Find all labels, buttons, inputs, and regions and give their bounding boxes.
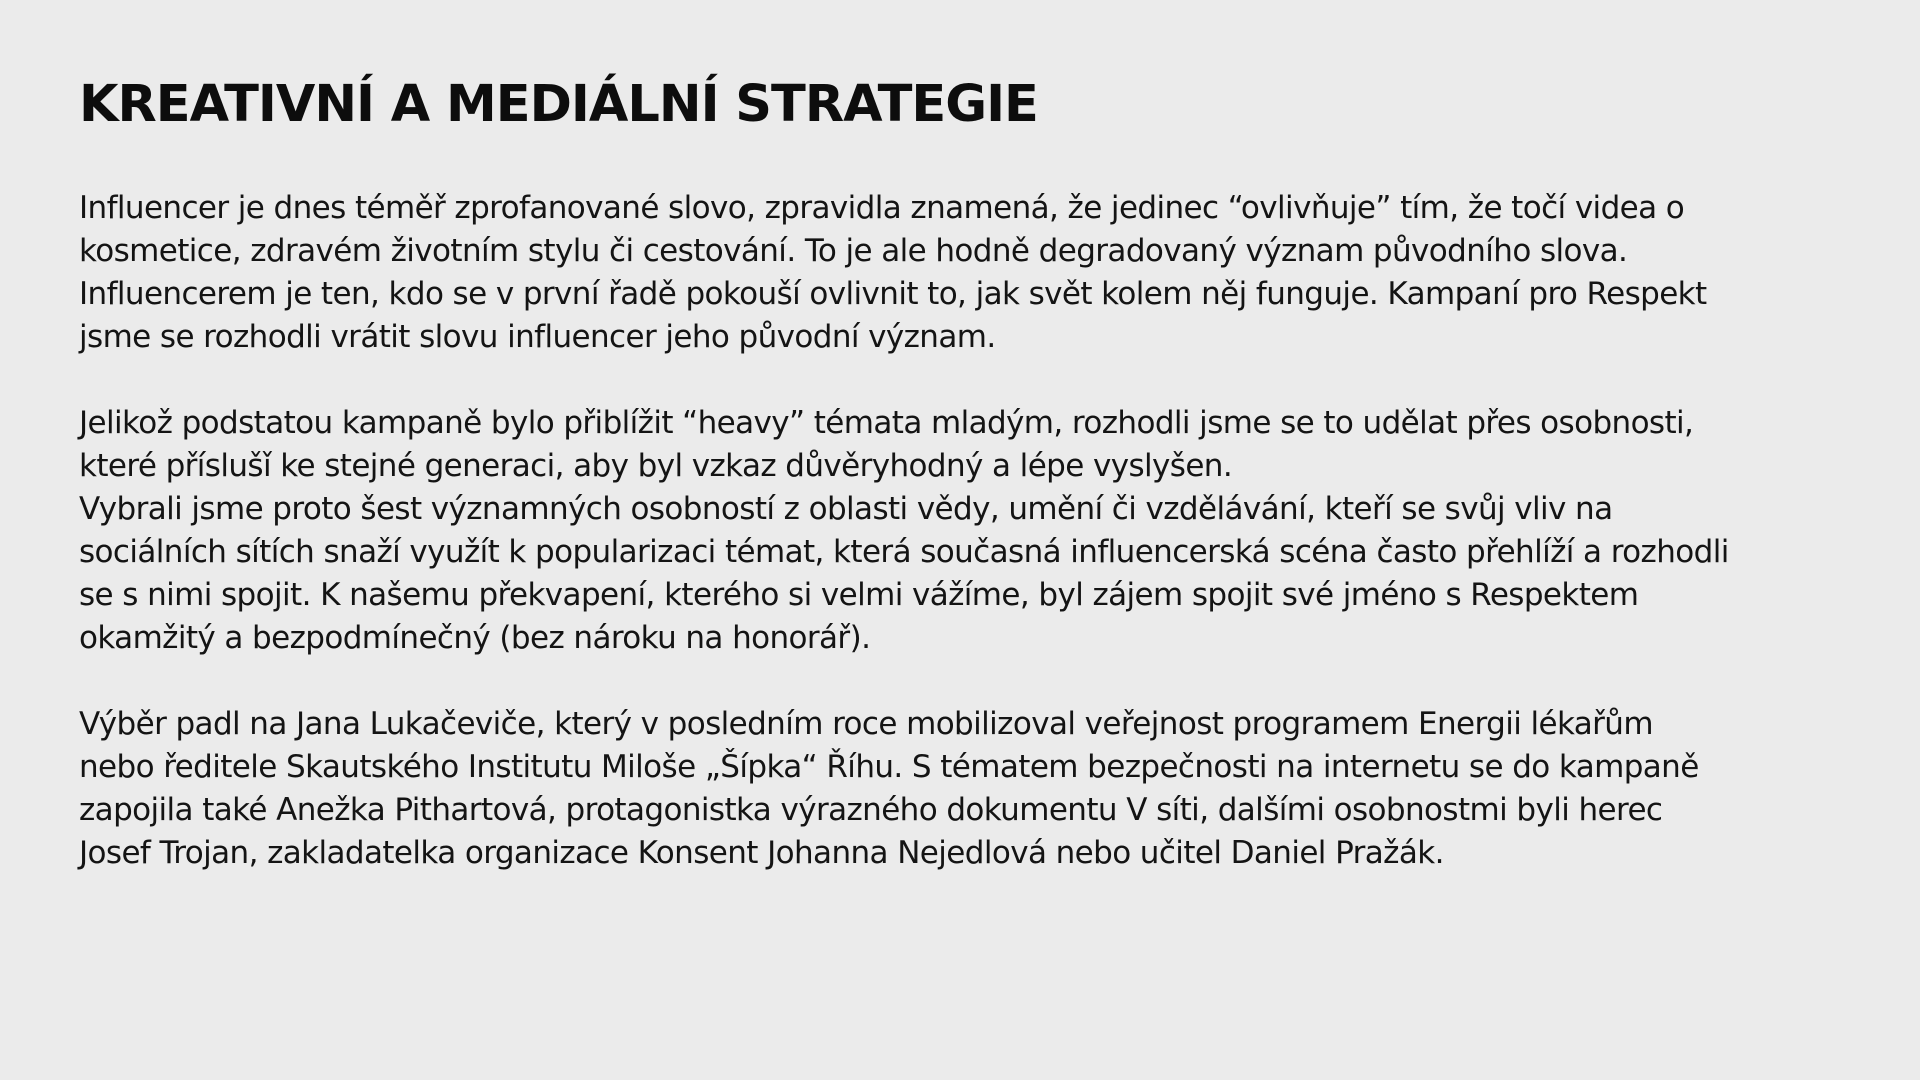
paragraph-influencer-definition [79,187,1859,359]
paragraph-line: sociálních sítích snaží využít k popularizaci témat, která současná influencerská scéna často přehlíží a rozhodli [79,534,1729,570]
paragraph-line: okamžitý a bezpodmínečný (bez nároku na honorář). [79,620,871,656]
paragraph-line: Influencerem je ten, kdo se v první řadě pokouší ovlivnit to, jak svět kolem něj funguje. Kampaní pro Respekt [79,276,1707,312]
paragraph-line: kosmetice, zdravém životním stylu či cestování. To je ale hodně degradovaný význam původního slova. [79,233,1628,269]
paragraph-line: Josef Trojan, zakladatelka organizace Konsent Johanna Nejedlová nebo učitel Daniel Pražák. [79,835,1444,871]
paragraph-line: Vybrali jsme proto šest významných osobností z oblasti vědy, umění či vzdělávání, kteří se svůj vliv na [79,491,1613,527]
paragraph-line: jsme se rozhodli vrátit slovu influencer jeho původní význam. [79,319,996,355]
paragraph-line: Influencer je dnes téměř zprofanované slovo, zpravidla znamená, že jedinec “ovlivňuje” tím, že točí videa o [79,190,1685,226]
paragraph-personalities [79,703,1859,875]
slide-body [79,187,1859,875]
paragraph-line: zapojila také Anežka Pithartová, protagonistka výrazného dokumentu V síti, dalšími osobnostmi byli herec [79,792,1663,828]
paragraph-line: se s nimi spojit. K našemu překvapení, kterého si velmi vážíme, byl zájem spojit své jméno s Respektem [79,577,1639,613]
paragraph-line: nebo ředitele Skautského Institutu Miloše „Šípka“ Říhu. S tématem bezpečnosti na internetu se do kampaně [79,749,1699,785]
paragraph-line: Jelikož podstatou kampaně bylo přiblížit “heavy” témata mladým, rozhodli jsme se to udělat přes osobnosti, [79,405,1694,441]
slide-title: KREATIVNÍ A MEDIÁLNÍ STRATEGIE [79,75,1038,134]
paragraph-spacer [79,359,1859,402]
paragraph-campaign-approach [79,402,1859,660]
paragraph-line: které příslušǐ ke stejné generaci, aby byl vzkaz důvěryhodný a lépe vyslyšen. [79,448,1233,484]
paragraph-line: Výběr padl na Jana Lukačeviče, který v posledním roce mobilizoval veřejnost programem Energii lékařům [79,706,1653,742]
paragraph-spacer [79,660,1859,703]
